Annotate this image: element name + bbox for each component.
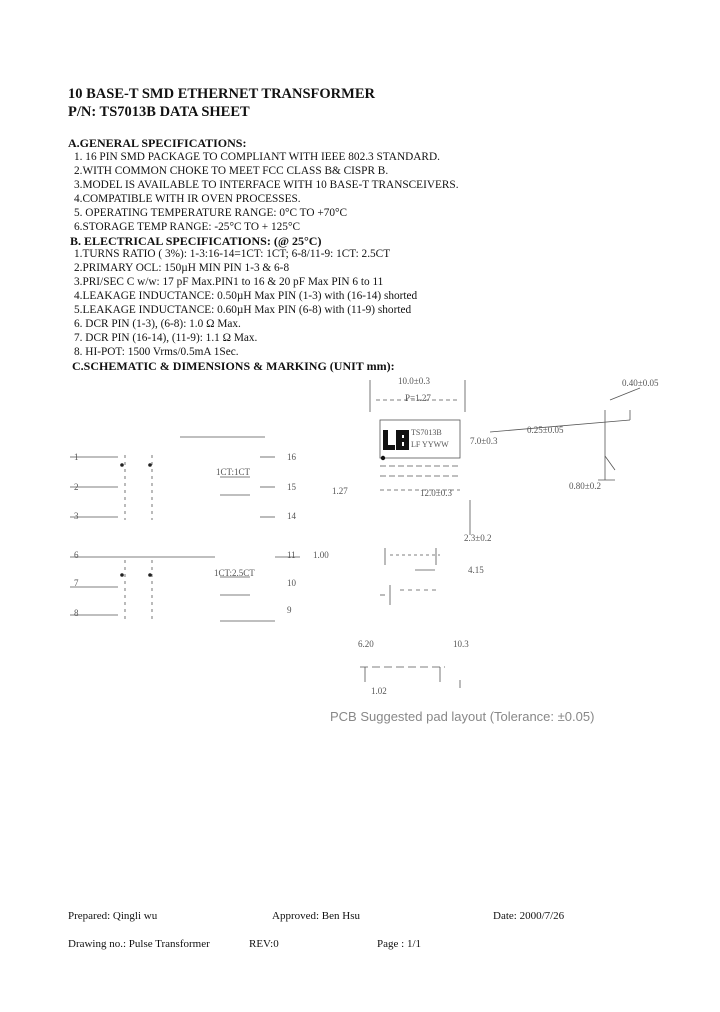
pin-1-label: 1 xyxy=(74,452,79,462)
approved-by: Approved: Ben Hsu xyxy=(272,910,360,922)
spec-b-item: 8. HI-POT: 1500 Vrms/0.5mA 1Sec. xyxy=(74,346,239,358)
dim-pad-width: 1.00 xyxy=(313,550,329,560)
marking-date-code: LF YYWW xyxy=(411,440,449,449)
dim-lead-thickness: 0.40±0.05 xyxy=(622,378,659,388)
spec-b-item: 1.TURNS RATIO ( 3%): 1-3:16-14=1CT: 1CT; 6-8/11-9: 1CT: 2.5CT xyxy=(74,248,391,260)
part-number-title: P/N: TS7013B DATA SHEET xyxy=(68,104,250,120)
spec-a-item: 2.WITH COMMON CHOKE TO MEET FCC CLASS B& CISPR B. xyxy=(74,165,389,177)
dim-pad-pitch: 1.02 xyxy=(371,686,387,696)
dim-body-width: 7.0±0.3 xyxy=(470,436,498,446)
dim-pad-spacing: 4.15 xyxy=(468,565,484,575)
spec-b-item: 7. DCR PIN (16-14), (11-9): 1.1 Ω Max. xyxy=(74,332,258,344)
pin-15-label: 15 xyxy=(287,482,296,492)
prepared-by: Prepared: Qingli wu xyxy=(68,910,158,922)
section-b-heading: B. ELECTRICAL SPECIFICATIONS: (@ 25°C) xyxy=(70,234,322,248)
dim-height: 2.3±0.2 xyxy=(464,533,492,543)
pin-7-label: 7 xyxy=(74,578,79,588)
spec-b-item: 4.LEAKAGE INDUCTANCE: 0.50µH Max PIN (1-3) with (16-14) shorted xyxy=(74,290,418,302)
document-title: 10 BASE-T SMD ETHERNET TRANSFORMER xyxy=(68,86,375,102)
spec-a-item: 4.COMPATIBLE WITH IR OVEN PROCESSES. xyxy=(74,193,301,205)
marking-part-number: TS7013B xyxy=(411,428,442,437)
schematic-diagram xyxy=(60,425,310,625)
pad-layout-caption: PCB Suggested pad layout (Tolerance: ±0.05) xyxy=(330,709,595,724)
dimensions-drawing xyxy=(340,370,700,700)
pin-10-label: 10 xyxy=(287,578,296,588)
section-a-heading: A.GENERAL SPECIFICATIONS: xyxy=(68,136,247,150)
dim-pin-pitch: 1.27 xyxy=(332,486,348,496)
dim-lead-offset: 0.25±0.05 xyxy=(527,425,564,435)
dim-pad-row-right: 10.3 xyxy=(453,639,469,649)
dim-pitch: P=1.27 xyxy=(405,393,431,403)
spec-a-item: 5. OPERATING TEMPERATURE RANGE: 0°C TO +70°C xyxy=(74,207,348,219)
turns-ratio-lower: 1CT:2.5CT xyxy=(214,568,255,578)
spec-b-item: 6. DCR PIN (1-3), (6-8): 1.0 Ω Max. xyxy=(74,318,241,330)
spec-a-item: 6.STORAGE TEMP RANGE: -25°C TO + 125°C xyxy=(74,221,300,233)
pin-9-label: 9 xyxy=(287,605,292,615)
pin-14-label: 14 xyxy=(287,511,296,521)
pin-6-label: 6 xyxy=(74,550,79,560)
pin-2-label: 2 xyxy=(74,482,79,492)
spec-b-item: 2.PRIMARY OCL: 150µH MIN PIN 1-3 & 6-8 xyxy=(74,262,290,274)
page-number: Page : 1/1 xyxy=(377,938,421,950)
turns-ratio-upper: 1CT:1CT xyxy=(216,467,251,477)
pin-16-label: 16 xyxy=(287,452,296,462)
document-date: Date: 2000/7/26 xyxy=(493,910,565,922)
pin-11-label: 11 xyxy=(287,550,296,560)
spec-b-item: 3.PRI/SEC C w/w: 17 pF Max.PIN1 to 16 & 20 pF Max PIN 6 to 11 xyxy=(74,276,384,288)
pin-3-label: 3 xyxy=(74,511,79,521)
dim-overall-width: 12.0±0.3 xyxy=(420,488,452,498)
spec-a-item: 1. 16 PIN SMD PACKAGE TO COMPLIANT WITH IEEE 802.3 STANDARD. xyxy=(74,151,440,163)
dim-lead-length: 0.80±0.2 xyxy=(569,481,601,491)
spec-b-item: 5.LEAKAGE INDUCTANCE: 0.60µH Max PIN (6-8) with (11-9) shorted xyxy=(74,304,412,316)
pin-8-label: 8 xyxy=(74,608,79,618)
revision: REV:0 xyxy=(249,938,279,950)
section-c-heading: C.SCHEMATIC & DIMENSIONS & MARKING (UNIT mm): xyxy=(72,359,395,373)
dim-pad-row-left: 6.20 xyxy=(358,639,374,649)
spec-a-item: 3.MODEL IS AVAILABLE TO INTERFACE WITH 10 BASE-T TRANSCEIVERS. xyxy=(74,179,459,191)
drawing-number: Drawing no.: Pulse Transformer xyxy=(68,938,210,950)
dim-body-length: 10.0±0.3 xyxy=(398,376,430,386)
